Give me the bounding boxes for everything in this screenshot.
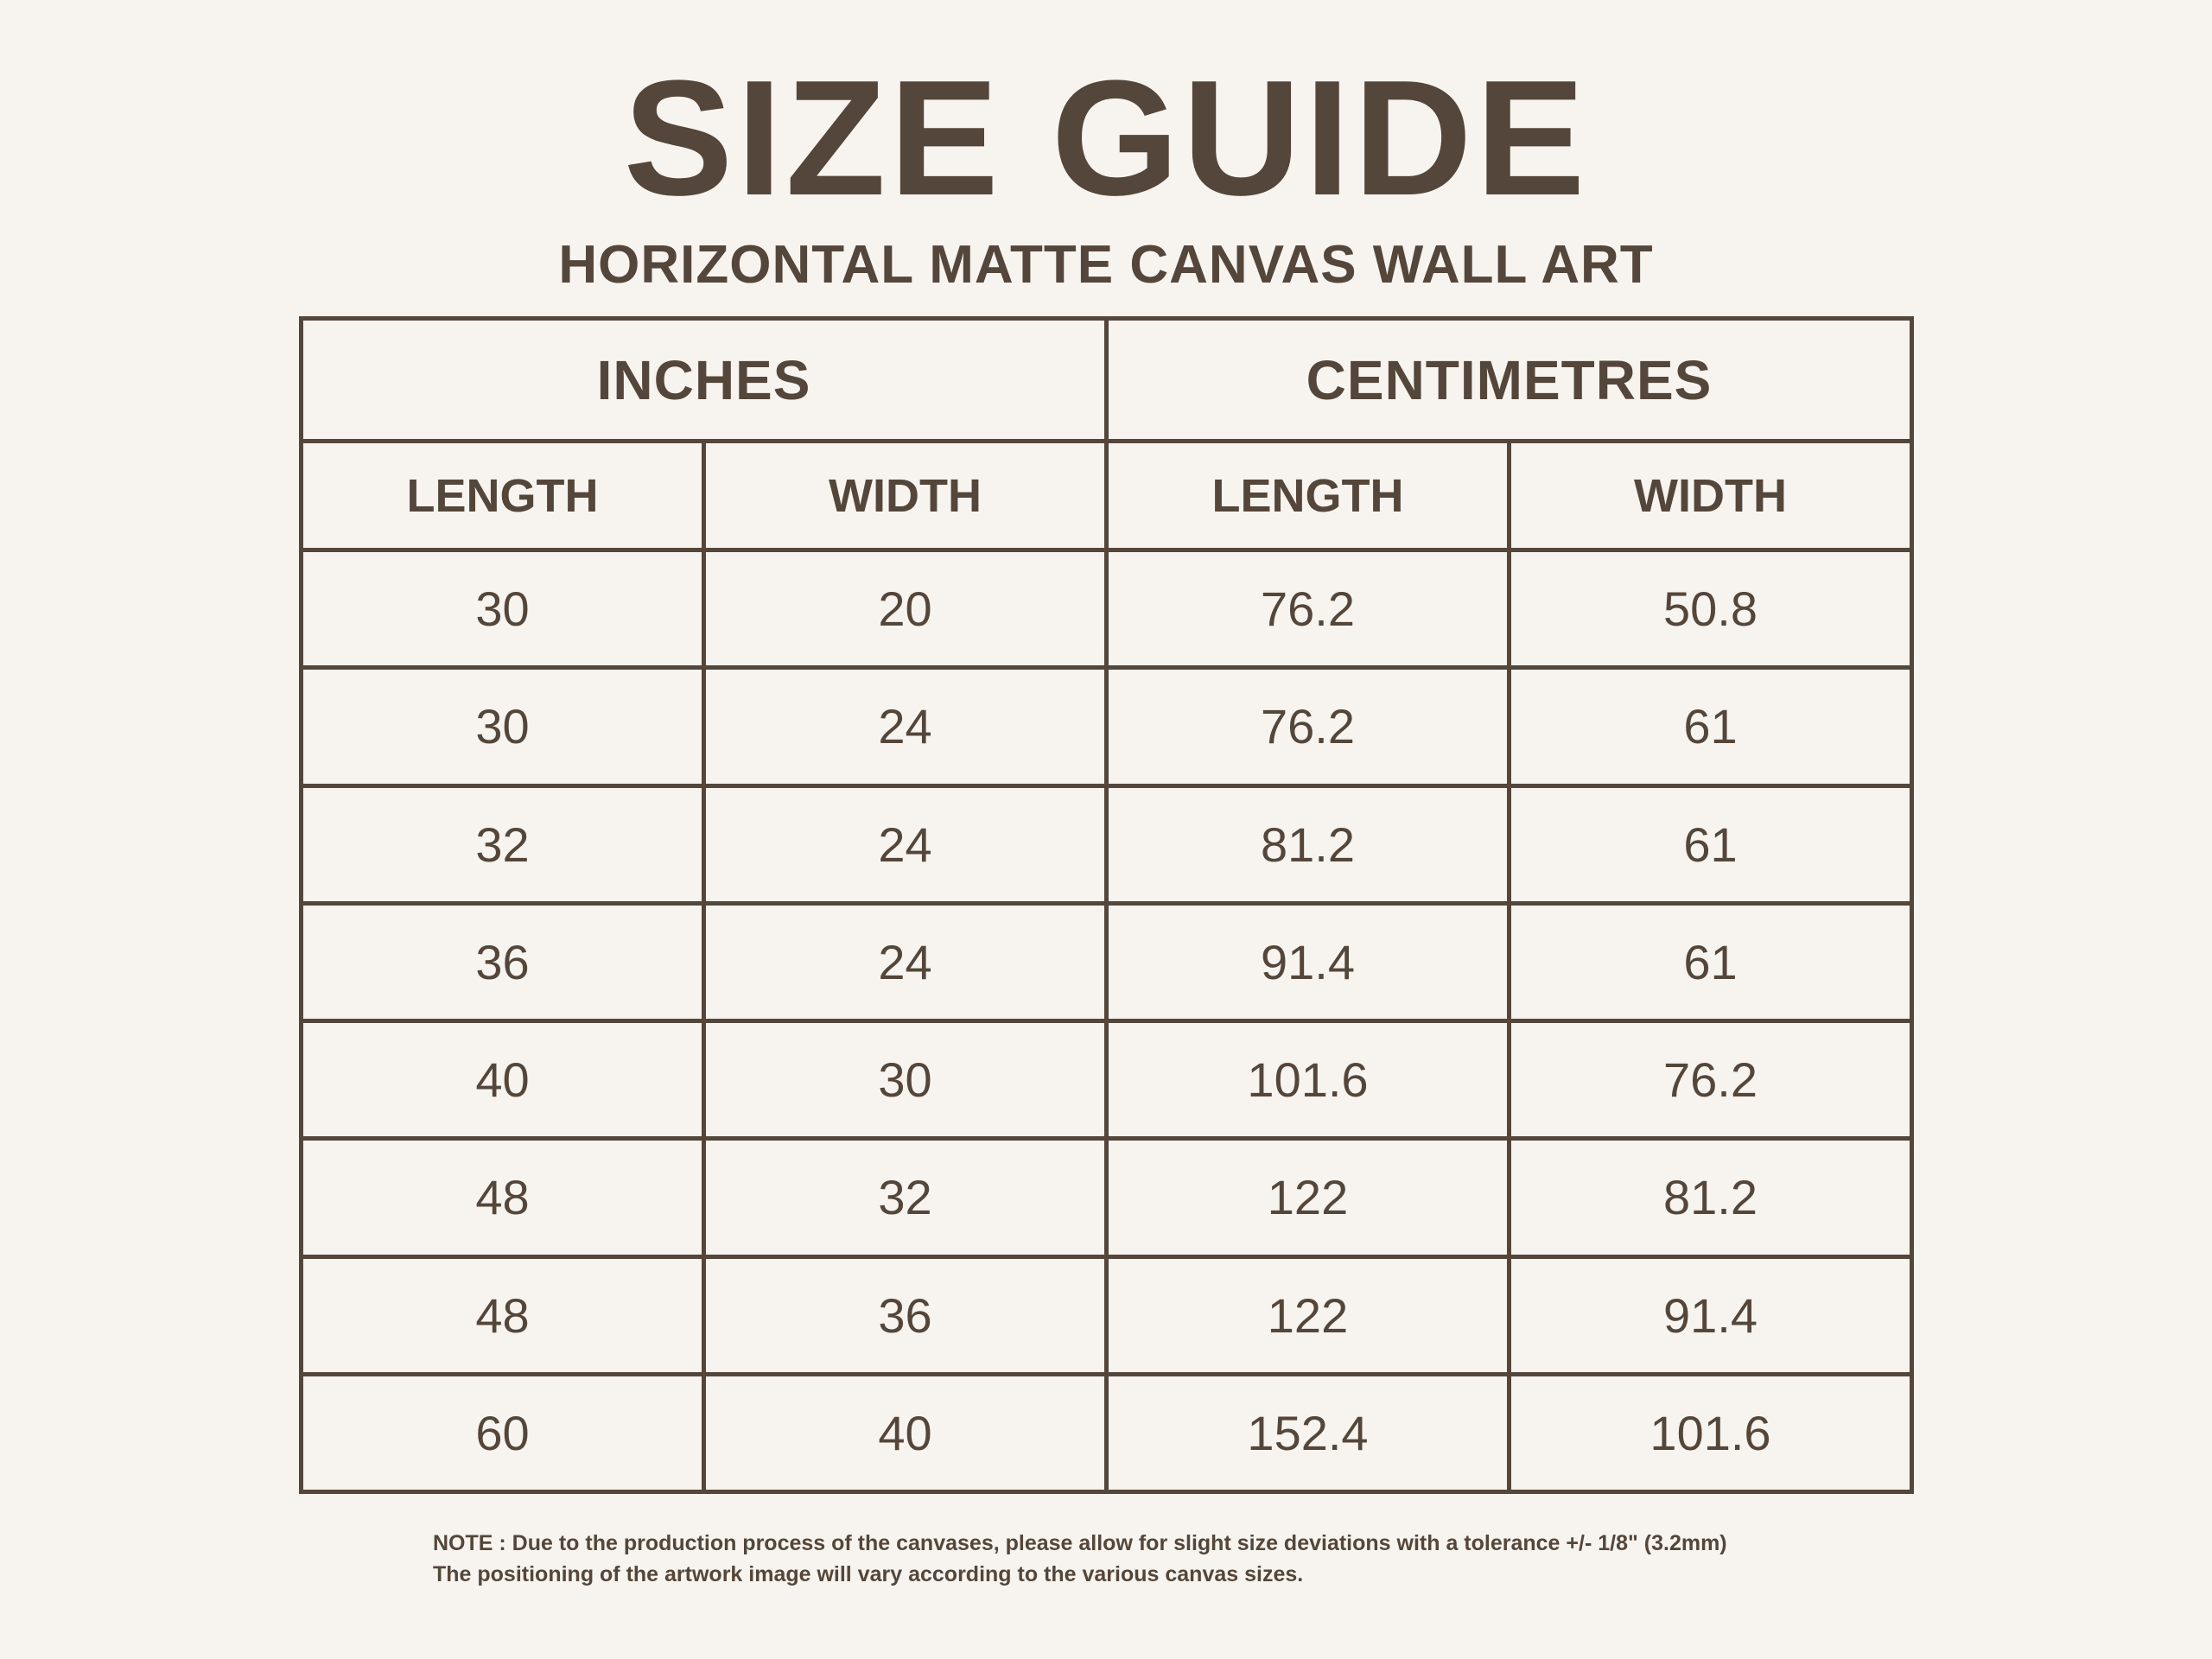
cell-cm-width: 50.8 [1510, 550, 1912, 668]
table-row [302, 550, 1912, 668]
cell-cm-length: 101.6 [1107, 1021, 1510, 1139]
footnote [433, 1528, 2075, 1590]
cell-inches-width: 24 [704, 785, 1107, 903]
page-title: SIZE GUIDE [623, 47, 1589, 230]
cell-cm-length: 76.2 [1107, 550, 1510, 668]
cell-cm-length: 122 [1107, 1139, 1510, 1256]
cell-cm-width: 61 [1510, 668, 1912, 785]
cell-inches-length: 60 [302, 1374, 704, 1491]
cell-inches-length: 48 [302, 1139, 704, 1256]
cell-inches-length: 40 [302, 1021, 704, 1139]
footnote-line-positioning: The positioning of the artwork image will vary according to the various canvas sizes. [433, 1562, 1304, 1586]
cell-cm-length: 76.2 [1107, 668, 1510, 785]
cell-cm-length: 122 [1107, 1256, 1510, 1374]
cell-cm-width: 81.2 [1510, 1139, 1912, 1256]
cell-inches-length: 30 [302, 550, 704, 668]
column-header-inches-length: LENGTH [302, 442, 704, 550]
cell-cm-width: 76.2 [1510, 1021, 1912, 1139]
cell-inches-length: 48 [302, 1256, 704, 1374]
cell-cm-length: 91.4 [1107, 903, 1510, 1020]
cell-inches-width: 36 [704, 1256, 1107, 1374]
group-header-inches: INCHES [302, 319, 1107, 442]
cell-inches-width: 24 [704, 668, 1107, 785]
group-header-row [302, 319, 1912, 442]
cell-inches-width: 32 [704, 1139, 1107, 1256]
table-row [302, 668, 1912, 785]
size-table [299, 316, 1914, 1494]
cell-cm-width: 61 [1510, 785, 1912, 903]
table-row [302, 1374, 1912, 1491]
cell-inches-length: 30 [302, 668, 704, 785]
cell-cm-width: 61 [1510, 903, 1912, 1020]
cell-cm-length: 152.4 [1107, 1374, 1510, 1491]
cell-inches-width: 24 [704, 903, 1107, 1020]
cell-cm-length: 81.2 [1107, 785, 1510, 903]
cell-cm-width: 91.4 [1510, 1256, 1912, 1374]
column-header-cm-width: WIDTH [1510, 442, 1912, 550]
cell-inches-width: 40 [704, 1374, 1107, 1491]
table-row [302, 903, 1912, 1020]
table-row [302, 1139, 1912, 1256]
table-row [302, 1256, 1912, 1374]
cell-inches-width: 20 [704, 550, 1107, 668]
footnote-line-tolerance: NOTE : Due to the production process of the canvases, please allow for slight size deviations with a tolerance +/- 1/8" (3.2mm) [433, 1531, 1727, 1555]
column-header-row [302, 442, 1912, 550]
column-header-inches-width: WIDTH [704, 442, 1107, 550]
cell-inches-length: 32 [302, 785, 704, 903]
column-header-cm-length: LENGTH [1107, 442, 1510, 550]
group-header-centimetres: CENTIMETRES [1107, 319, 1912, 442]
cell-cm-width: 101.6 [1510, 1374, 1912, 1491]
cell-inches-width: 30 [704, 1021, 1107, 1139]
table-row [302, 1021, 1912, 1139]
page-subtitle: HORIZONTAL MATTE CANVAS WALL ART [558, 235, 1654, 295]
cell-inches-length: 36 [302, 903, 704, 1020]
table-row [302, 785, 1912, 903]
